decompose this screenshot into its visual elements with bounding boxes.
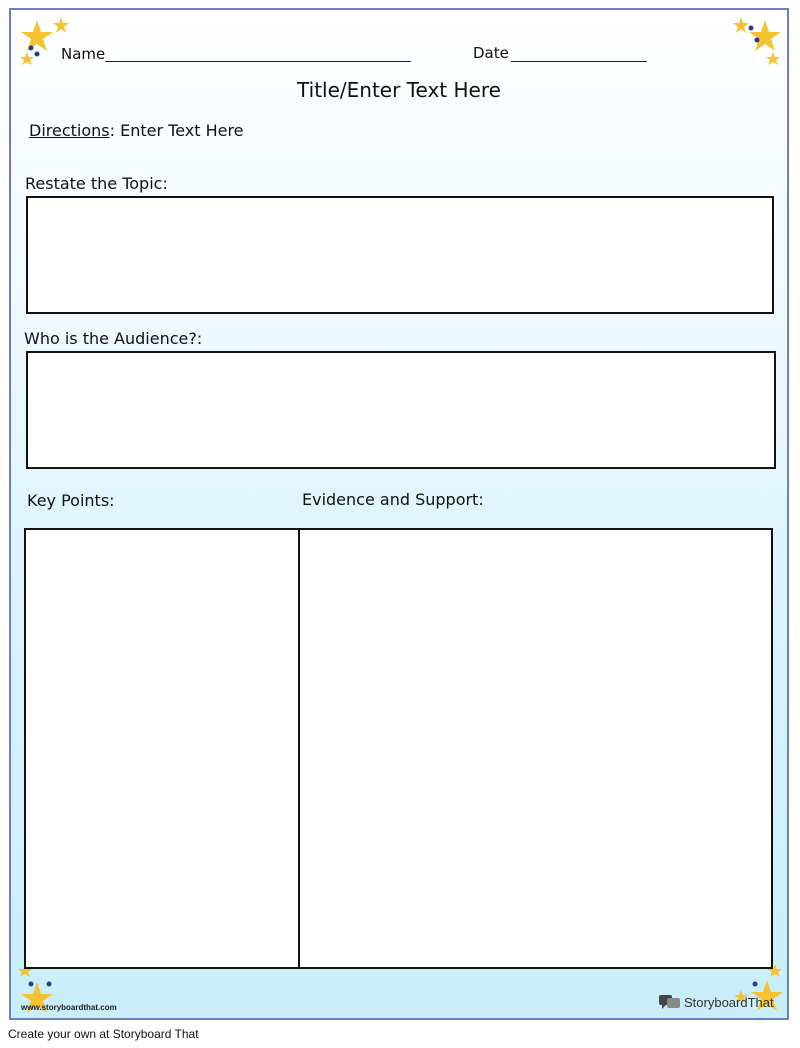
footer-credit[interactable]: Create your own at Storyboard That <box>8 1027 199 1041</box>
page-title[interactable]: Title/Enter Text Here <box>297 78 501 102</box>
key-points-label: Key Points: <box>27 491 115 510</box>
watermark-url: www.storyboardthat.com <box>21 1003 117 1012</box>
restate-topic-box[interactable] <box>26 196 774 314</box>
audience-box[interactable] <box>26 351 776 469</box>
name-field[interactable] <box>105 61 411 62</box>
storyboardthat-logo <box>659 994 774 1010</box>
worksheet-page <box>9 8 789 1020</box>
star-decoration-top-right-icon <box>723 14 787 74</box>
restate-topic-label: Restate the Topic: <box>25 174 168 193</box>
directions[interactable] <box>29 121 244 140</box>
star-decoration-top-left-icon <box>15 14 79 74</box>
key-points-box[interactable] <box>24 528 300 969</box>
name-label: Name <box>61 45 106 63</box>
evidence-box[interactable] <box>298 528 773 969</box>
evidence-label: Evidence and Support: <box>302 490 484 509</box>
audience-label: Who is the Audience?: <box>24 329 203 348</box>
watermark-brand: StoryboardThat <box>684 994 774 1010</box>
directions-label: Directions <box>29 121 110 140</box>
speech-bubbles-icon <box>659 994 681 1010</box>
directions-text: : Enter Text Here <box>109 121 244 140</box>
date-label: Date <box>473 44 509 62</box>
date-field[interactable] <box>511 61 647 62</box>
